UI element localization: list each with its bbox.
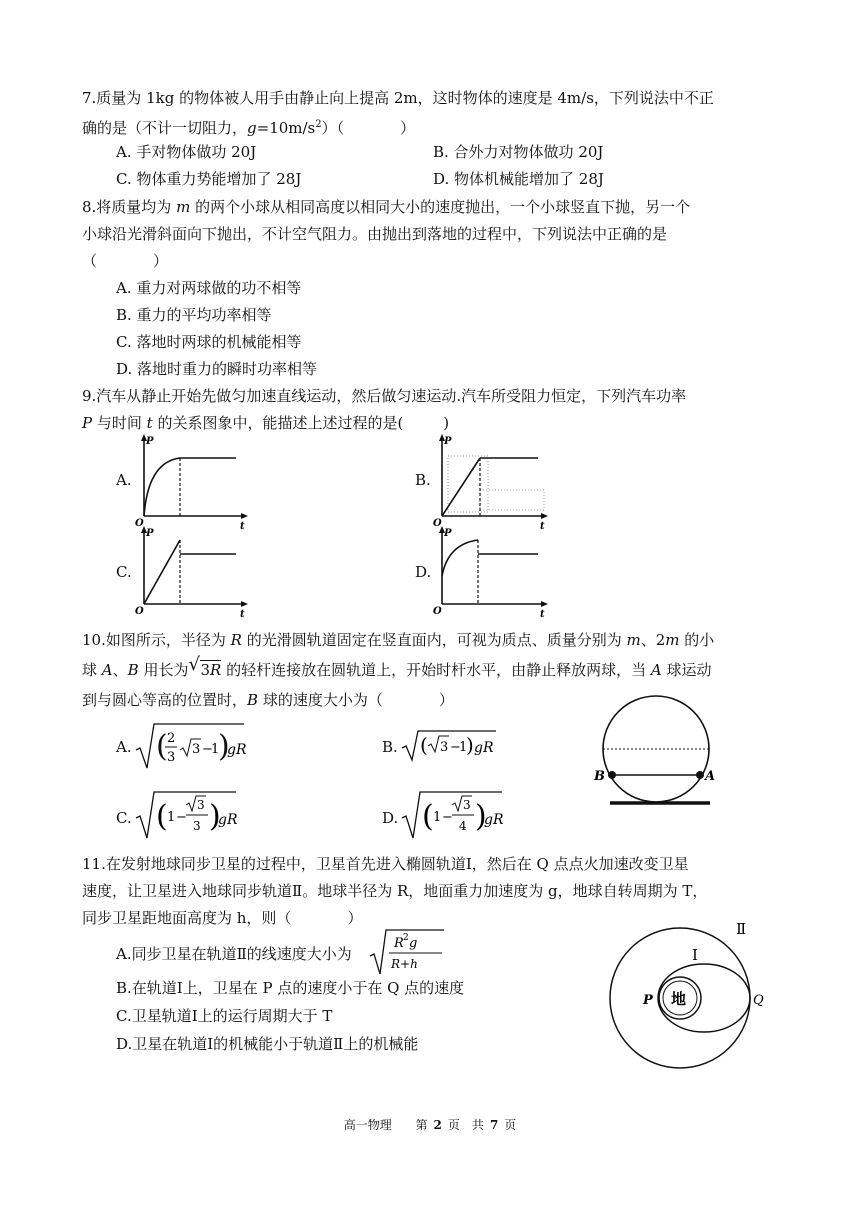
q11-earth-label: 地 [671, 990, 687, 1008]
q9-graph-d-label: D. [415, 563, 432, 581]
svg-text:3: 3 [193, 819, 201, 833]
svg-text:2: 2 [403, 933, 409, 943]
q10-sqrt3R: √ 3R [188, 654, 222, 679]
svg-text:1: 1 [211, 742, 220, 757]
q11-option-d: D.卫星在轨道Ⅰ的机械能小于轨道Ⅱ上的机械能 [116, 1035, 419, 1053]
svg-text:−: − [202, 742, 213, 757]
q9-graph-c-origin: O [135, 606, 144, 617]
q9-graph-c [132, 526, 252, 618]
q10-formula-b [400, 728, 500, 764]
svg-text:−: − [450, 740, 461, 755]
q9-graph-c-y-label: P [146, 528, 154, 539]
q7-stem-line1: 7.质量为 1kg 的物体被人用手由静止向上提高 2m，这时物体的速度是 4m/s，下列说法中不正 [82, 89, 714, 107]
q9-graph-b [430, 434, 554, 530]
q8-stem-line3: （ ） [82, 252, 169, 270]
svg-text:R+h: R+h [391, 957, 418, 971]
footer-page-total: 7 [489, 1118, 499, 1132]
footer-page-label-c: 共 [471, 1118, 484, 1132]
page-footer [0, 1116, 860, 1134]
q9-graph-a-origin: O [135, 518, 144, 529]
q10-option-c-letter: C. [116, 809, 132, 827]
q10-option-d-letter: D. [382, 809, 399, 827]
q9-graph-c-x-label: t [240, 609, 245, 620]
q7-option-b: B. 合外力对物体做功 20J [433, 143, 604, 161]
q11-label-p: P [643, 993, 653, 1008]
q10-stem-line2: 球 A、B 用长为 √ 3R 的轻杆连接放在圆轨道上，开始时杆水平，由静止释放两球，当 A 球运动 [82, 654, 712, 679]
q10-stem-line3: 到与圆心等高的位置时，B 球的速度大小为（ ） [82, 691, 454, 709]
q9-stem-line1: 9.汽车从静止开始先做匀加速直线运动，然后做匀速运动.汽车所受阻力恒定，下列汽车功率 [82, 387, 687, 405]
svg-text:): ) [475, 799, 487, 834]
q8-option-d: D. 落地时重力的瞬时功率相等 [116, 360, 318, 378]
svg-text:1: 1 [167, 810, 176, 825]
q9-graph-a [132, 434, 252, 530]
footer-page-number: 2 [433, 1118, 442, 1132]
svg-text:−: − [176, 810, 187, 825]
q10-ball-a [696, 771, 704, 779]
q9-graph-a-x-label: t [240, 521, 245, 532]
q9-stem-line2: P 与时间 t 的关系图象中，能描述上述过程的是( ) [82, 414, 450, 432]
q7-stem-line2: 确的是（不计一切阻力，$g=10m/s^2$）（ ） [82, 119, 416, 137]
svg-text:3: 3 [440, 740, 449, 755]
q10-circle-figure [590, 690, 730, 812]
svg-text:(: ( [422, 799, 434, 834]
svg-text:gR: gR [227, 742, 247, 758]
q9-graph-d [430, 526, 554, 618]
svg-text:3: 3 [197, 798, 205, 812]
svg-text:3: 3 [463, 798, 471, 812]
q9-graph-d-origin: O [433, 606, 442, 617]
q11-orbit-figure [600, 920, 780, 1080]
q8-option-a: A. 重力对两球做的功不相等 [116, 279, 302, 297]
q11-label-orbit1: Ⅰ [692, 946, 698, 964]
q7-option-c: C. 物体重力势能增加了 28J [116, 170, 302, 188]
svg-text:R: R [394, 936, 404, 951]
svg-text:(: ( [420, 733, 428, 757]
svg-text:1: 1 [459, 740, 468, 755]
svg-text:gR: gR [474, 740, 494, 756]
q8-option-b: B. 重力的平均功率相等 [116, 306, 272, 324]
svg-text:(: ( [156, 729, 168, 764]
q9-graph-d-x-label: t [540, 609, 545, 620]
svg-text:3: 3 [192, 742, 201, 757]
q11-option-c: C.卫星轨道Ⅰ上的运行周期大于 T [116, 1007, 333, 1025]
q9-graph-a-y-label: P [146, 436, 154, 447]
svg-text:−: − [442, 810, 453, 825]
q10-formula-d [400, 788, 506, 842]
svg-text:3: 3 [167, 750, 176, 765]
q8-option-c: C. 落地时两球的机械能相等 [116, 333, 302, 351]
svg-text:): ) [218, 729, 230, 764]
footer-page-label-b: 页 [447, 1118, 460, 1132]
q8-stem-line1: 8.将质量均为 m 的两个小球从相同高度以相同大小的速度抛出，一个小球竖直下抛，另一个 [82, 198, 691, 216]
svg-text:g: g [409, 936, 418, 951]
q11-formula-a [368, 926, 458, 978]
q7-option-d: D. 物体机械能增加了 28J [433, 170, 604, 188]
q10-option-b-letter: B. [382, 738, 398, 756]
q11-label-orbit2: Ⅱ [736, 920, 747, 938]
q11-stem-line1: 11.在发射地球同步卫星的过程中，卫星首先进入椭圆轨道Ⅰ，然后在 Q 点点火加速改变卫星 [82, 855, 689, 873]
q10-formula-c [134, 788, 240, 842]
q10-label-a: A [705, 769, 716, 784]
svg-text:): ) [466, 733, 474, 757]
q11-stem-line2: 速度，让卫星进入地球同步轨道Ⅱ。地球半径为 R，地面重力加速度为 g，地球自转周期为 T， [82, 882, 708, 900]
q9-graph-d-y-label: P [444, 528, 452, 539]
q9-graph-c-label: C. [116, 563, 132, 581]
svg-text:gR: gR [484, 812, 504, 828]
q10-label-b: B [594, 769, 605, 784]
q10-option-a-letter: A. [116, 738, 132, 756]
q8-stem-line2: 小球沿光滑斜面向下抛出，不计空气阻力。由抛出到落地的过程中，下列说法中正确的是 [82, 225, 668, 243]
q11-label-q: Q [753, 993, 764, 1008]
footer-page-label-a: 第 [415, 1118, 428, 1132]
svg-text:4: 4 [459, 819, 467, 833]
q11-option-b: B.在轨道Ⅰ上，卫星在 P 点的速度小于在 Q 点的速度 [116, 979, 465, 997]
q10-stem-line1: 10.如图所示，半径为 R 的光滑圆轨道固定在竖直面内，可视为质点、质量分别为 m、2m 的小 [82, 631, 715, 649]
q7-option-a: A. 手对物体做功 20J [116, 143, 257, 161]
q9-graph-b-y-label: P [444, 436, 452, 447]
footer-subject: 高一物理 [343, 1118, 392, 1132]
svg-text:(: ( [156, 799, 168, 834]
q10-formula-a [134, 720, 246, 774]
q9-graph-b-origin: O [433, 518, 442, 529]
svg-text:1: 1 [433, 810, 442, 825]
svg-text:2: 2 [167, 731, 176, 746]
q9-graph-b-x-label: t [540, 521, 545, 532]
svg-text:gR: gR [218, 812, 238, 828]
q11-option-a: A.同步卫星在轨道Ⅱ的线速度大小为 [116, 945, 352, 963]
q9-graph-b-label: B. [415, 471, 431, 489]
svg-text:): ) [209, 799, 221, 834]
q10-ball-b [608, 771, 616, 779]
q9-graph-a-label: A. [116, 471, 132, 489]
footer-page-label-d: 页 [504, 1118, 517, 1132]
q11-stem-line3: 同步卫星距地面高度为 h，则（ ） [82, 909, 363, 927]
